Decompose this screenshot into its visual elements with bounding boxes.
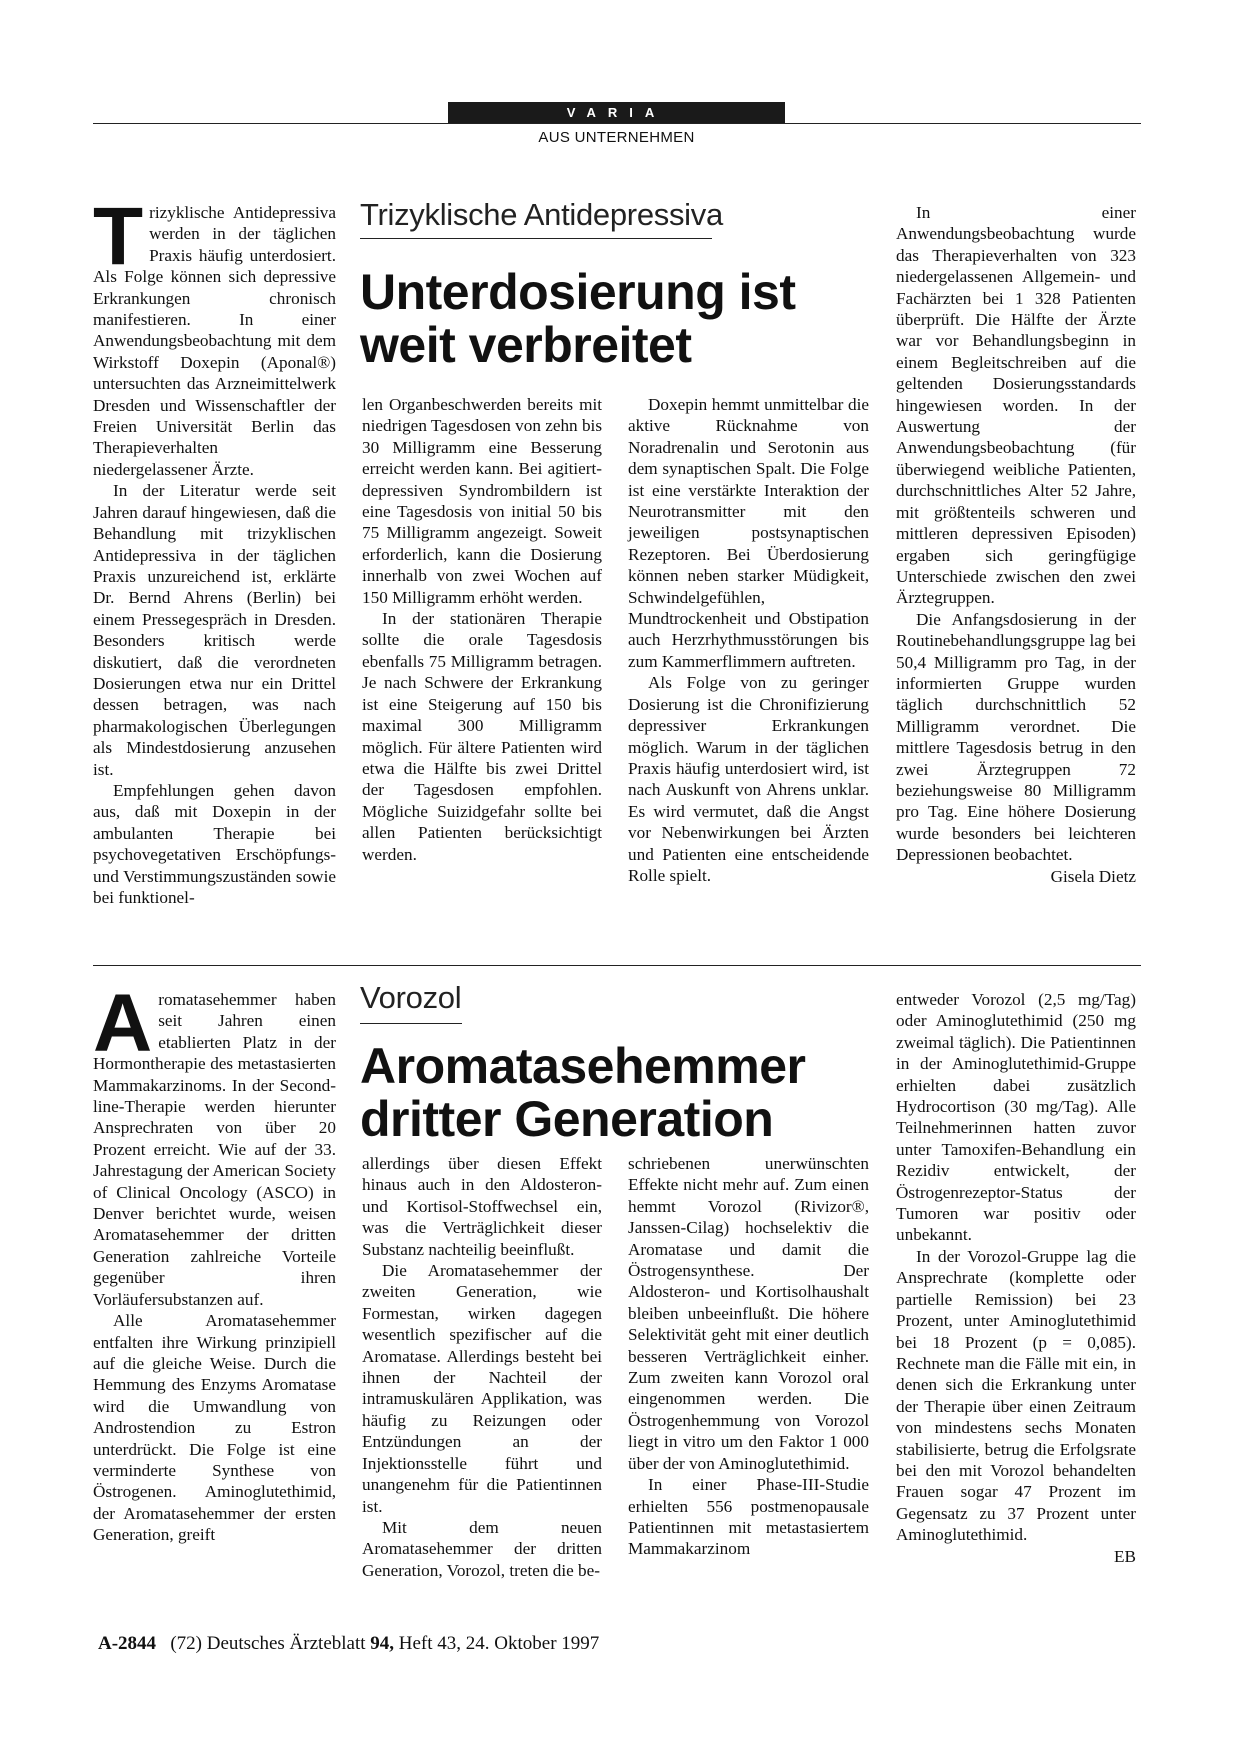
article2-headline-line-2: dritter Generation: [360, 1091, 774, 1147]
article2-column-1: [93, 978, 336, 1546]
footer-issue: Heft 43, 24. Oktober 1997: [398, 1633, 600, 1654]
article1-headline-line-1: Unterdosierung ist: [360, 264, 796, 320]
article1-column-4: [896, 202, 1136, 887]
article1-col3-p1: Doxepin hemmt unmittelbar die aktive Rücknahme von Noradrenalin und Serotonin aus dem synaptischen Spalt. Die Folge ist eine verstärkte Interaktion der Neurotransmitter mit den jeweiligen postsynaptischen Rezeptoren. Bei Überdosierung können neben starker Müdigkeit, Schwindelgefühlen, Mundtrockenheit und Obstipation auch Herzrhythmusstörungen bis zum Kammerflimmern auftreten.: [628, 395, 869, 671]
article1-author: Gisela Dietz: [1050, 866, 1136, 886]
article1-column-1: [93, 191, 336, 908]
article-separator: [93, 965, 1141, 966]
article1-kicker: Trizyklische Antidepressiva: [360, 197, 723, 232]
article2-headline-line-1: Aromatasehemmer: [360, 1038, 806, 1094]
article2-col2-p1: allerdings über diesen Effekt hinaus auch in den Aldosteron- und Kortisol-Stoffwechsel ein, was die Verträglichkeit dieser Substanz nachteilig beeinflußt.: [362, 1154, 602, 1259]
article2-headline: [360, 1040, 805, 1146]
article1-col1-p3: Empfehlungen gehen davon aus, daß mit Doxepin in der ambulanten Therapie bei psychovegetativen Erschöpfungs- und Verstimmungszuständen sowie bei funktionel-: [93, 780, 336, 907]
article1-col4-p1: In einer Anwendungsbeobachtung wurde das Therapieverhalten von 323 niedergelassenen Allgemein- und Fachärzten bei 1 328 Patienten überprüft. Die Hälfte der Ärzte war vor Behandlungsbeginn in einem Begleitschreiben auf die geltenden Dosierungsstandards hingewiesen worden. In der Auswertung der Anwendungsbeobachtung (für überwiegend weibliche Patienten, durchschnittliches Alter 52 Jahre, mit größtenteils schweren und mittleren depressiven Episoden) ergaben sich geringfügige Unterschiede zwischen den zwei Ärztegruppen.: [896, 203, 1136, 608]
footer-page-id: A-2844: [98, 1633, 157, 1654]
footer-volume: 94,: [370, 1633, 395, 1654]
article1-col3-p2: Als Folge von zu geringer Dosierung ist die Chronifizierung depressiver Erkrankungen möglich. Warum in der täglichen Praxis häufig unterdosiert wird, ist nach Auskunft von Ahrens unklar. Es wird vermutet, daß die Angst vor Nebenwirkungen bei Ärzten und Patienten eine entscheidende Rolle spielt.: [628, 673, 869, 885]
article1-col1-p2: In der Literatur werde seit Jahren darauf hingewiesen, daß die Behandlung mit trizyklischen Antidepressiva in der täglichen Praxis unzureichend ist, erklärte Dr. Bernd Ahrens (Berlin) bei einem Pressegespräch in Dresden. Besonders kritisch werde diskutiert, daß die verordneten Dosierungen etwa nur ein Drittel dessen betragen, was nach pharmakologischen Überlegungen als Mindestdosierung anzusehen ist.: [93, 481, 336, 779]
footer-page-number: (72): [170, 1633, 202, 1654]
article2-column-3: [628, 1153, 869, 1560]
article1-headline: [360, 266, 795, 372]
article2-dropcap: A: [93, 978, 153, 1069]
article2-col2-p2: Die Aromatasehemmer der zweiten Generation, wie Formestan, wirken dagegen wesentlich spezifischer auf die Aromatase. Allerdings besteht bei ihnen der Nachteil der intramuskulären Applikation, was häufig zu Reizungen oder Entzündungen an der Injektionsstelle führt und unangenehm für die Patientinnen ist.: [362, 1261, 602, 1516]
subsection-label: AUS UNTERNEHMEN: [538, 129, 695, 146]
article2-column-4: [896, 989, 1136, 1567]
article1-col4-p2: Die Anfangsdosierung in der Routinebehandlungsgruppe lag bei 50,4 Milligramm pro Tag, in der informierten Gruppe wurden täglich durchschnittlich 52 Milligramm verordnet. Die mittlere Tagesdosis betrug in den zwei Ärztegruppen 72 beziehungsweise 80 Milligramm pro Tag. Eine höhere Dosierung wurde besonders bei leichteren Depressionen beobachtet.: [896, 609, 1136, 865]
article1-col2-p1: len Organbeschwerden bereits mit niedrigen Tagesdosen von zehn bis 30 Milligramm eine Besserung erreicht werden kann. Bei agitiert-depressiven Syndrombildern ist eine Tagesdosis von initial 50 bis 75 Milligramm angezeigt. Soweit erforderlich, kann die Dosierung innerhalb von zwei Wochen auf 150 Milligramm erhöht werden.: [362, 395, 603, 607]
article2-col4-p2: In der Vorozol-Gruppe lag die Ansprechrate (komplette oder partielle Remission) bei 23 Prozent, unter Aminoglutethimid bei 18 Prozent (p = 0,085). Rechnete man die Fälle mit ein, in denen sich die Erkrankung unter der Therapie über einen Zeitraum von mindestens sechs Monaten stabilisierte, betrug die Erfolgsrate bei den mit Vorozol behandelten Frauen sogar 47 Prozent im Gegensatz zu 37 Prozent unter Aminoglutethimid.: [896, 1246, 1136, 1545]
article2-kicker: Vorozol: [360, 980, 462, 1015]
article1-col2-p2: In der stationären Therapie sollte die orale Tagesdosis ebenfalls 75 Milligramm betragen. Je nach Schwere der Erkrankung ist eine Steigerung auf 150 bis maximal 300 Milligramm möglich. Für ältere Patienten wird etwa die Hälfte bis zwei Drittel der Tagesdosen empfohlen. Mögliche Suizidgefahr sollte bei allen Patienten berücksichtigt werden.: [362, 609, 602, 864]
article2-col1-p1: romatasehemmer haben seit Jahren einen etablierten Platz in der Hormontherapie des metastasierten Mammakarzinoms. In der Second-line-Therapie werden hierunter Ansprechraten von über 20 Prozent erreicht. Wie auf der 33. Jahrestagung der American Society of Clinical Oncology (ASCO) in Denver berichtet wurde, weisen Aromatasehemmer der dritten Generation zahlreiche Vorteile gegenüber ihren Vorläufersubstanzen auf.: [93, 990, 336, 1309]
article2-col2-p3: Mit dem neuen Aromatasehemmer der dritten Generation, Vorozol, treten die be-: [362, 1517, 602, 1580]
article1-col1-p1: rizyklische Antidepressiva werden in der täglichen Praxis häufig unterdosiert. Als Folge können sich depressive Erkrankungen chronisch manifestieren. In einer Anwendungsbeobachtung mit dem Wirkstoff Doxepin (Aponal®) untersuchten das Arzneimittelwerk Dresden und Wissenschaftler der Freien Universität Berlin das Therapieverhalten niedergelassener Ärzte.: [93, 203, 336, 479]
article1-dropcap: T: [93, 191, 144, 282]
footer-journal: Deutsches Ärzteblatt: [206, 1633, 366, 1654]
article1-column-2: [362, 394, 602, 865]
article2-col1-p2: Alle Aromatasehemmer entfalten ihre Wirkung prinzipiell auf die gleiche Weise. Durch die Hemmung des Enzyms Aromatase wird die Umwandlung von Androstendion zu Estron unterdrückt. Die Folge ist eine verminderte Synthese von Östrogenen. Aminoglutethimid, der Aromatasehemmer der ersten Generation, greift: [93, 1311, 336, 1545]
article2-column-2: [362, 1153, 602, 1581]
article2-col3-p2: In einer Phase-III-Studie erhielten 556 postmenopausale Patientinnen mit metastasiertem Mammakarzinom: [628, 1475, 869, 1559]
article2-col4-p1: entweder Vorozol (2,5 mg/Tag) oder Aminoglutethimid (250 mg zweimal täglich). Die Patientinnen in der Aminoglutethimid-Gruppe erhielten dabei zusätzlich Hydrocortison (30 mg/Tag). Alle Teilnehmerinnen hatten zuvor unter Tamoxifen-Behandlung ein Rezidiv entwickelt, der Östrogenrezeptor-Status der Tumoren war positiv oder unbekannt.: [896, 990, 1136, 1245]
header-rule: [93, 123, 1141, 124]
article1-column-3: [628, 394, 869, 886]
article1-headline-line-2: weit verbreitet: [360, 317, 692, 373]
article2-col3-p1: schriebenen unerwünschten Effekte nicht mehr auf. Zum einen hemmt Vorozol (Rivizor®, Janssen-Cilag) hochselektiv die Aromatase und damit die Östrogensynthese. Der Aldosteron- und Kortisolhaushalt bleiben unbeeinflußt. Die höhere Selektivität geht mit einer deutlich besseren Verträglichkeit einher. Zum zweiten kann Vorozol oral eingenommen werden. Die Östrogenhemmung von Vorozol liegt in vitro um den Faktor 1 000 über der von Aminoglutethimid.: [628, 1154, 869, 1473]
article2-kicker-rule: [360, 1023, 462, 1024]
section-banner: VARIA: [448, 102, 785, 123]
page-footer: [98, 1633, 599, 1655]
article2-author: EB: [1114, 1546, 1136, 1566]
article1-kicker-rule: [360, 238, 712, 239]
